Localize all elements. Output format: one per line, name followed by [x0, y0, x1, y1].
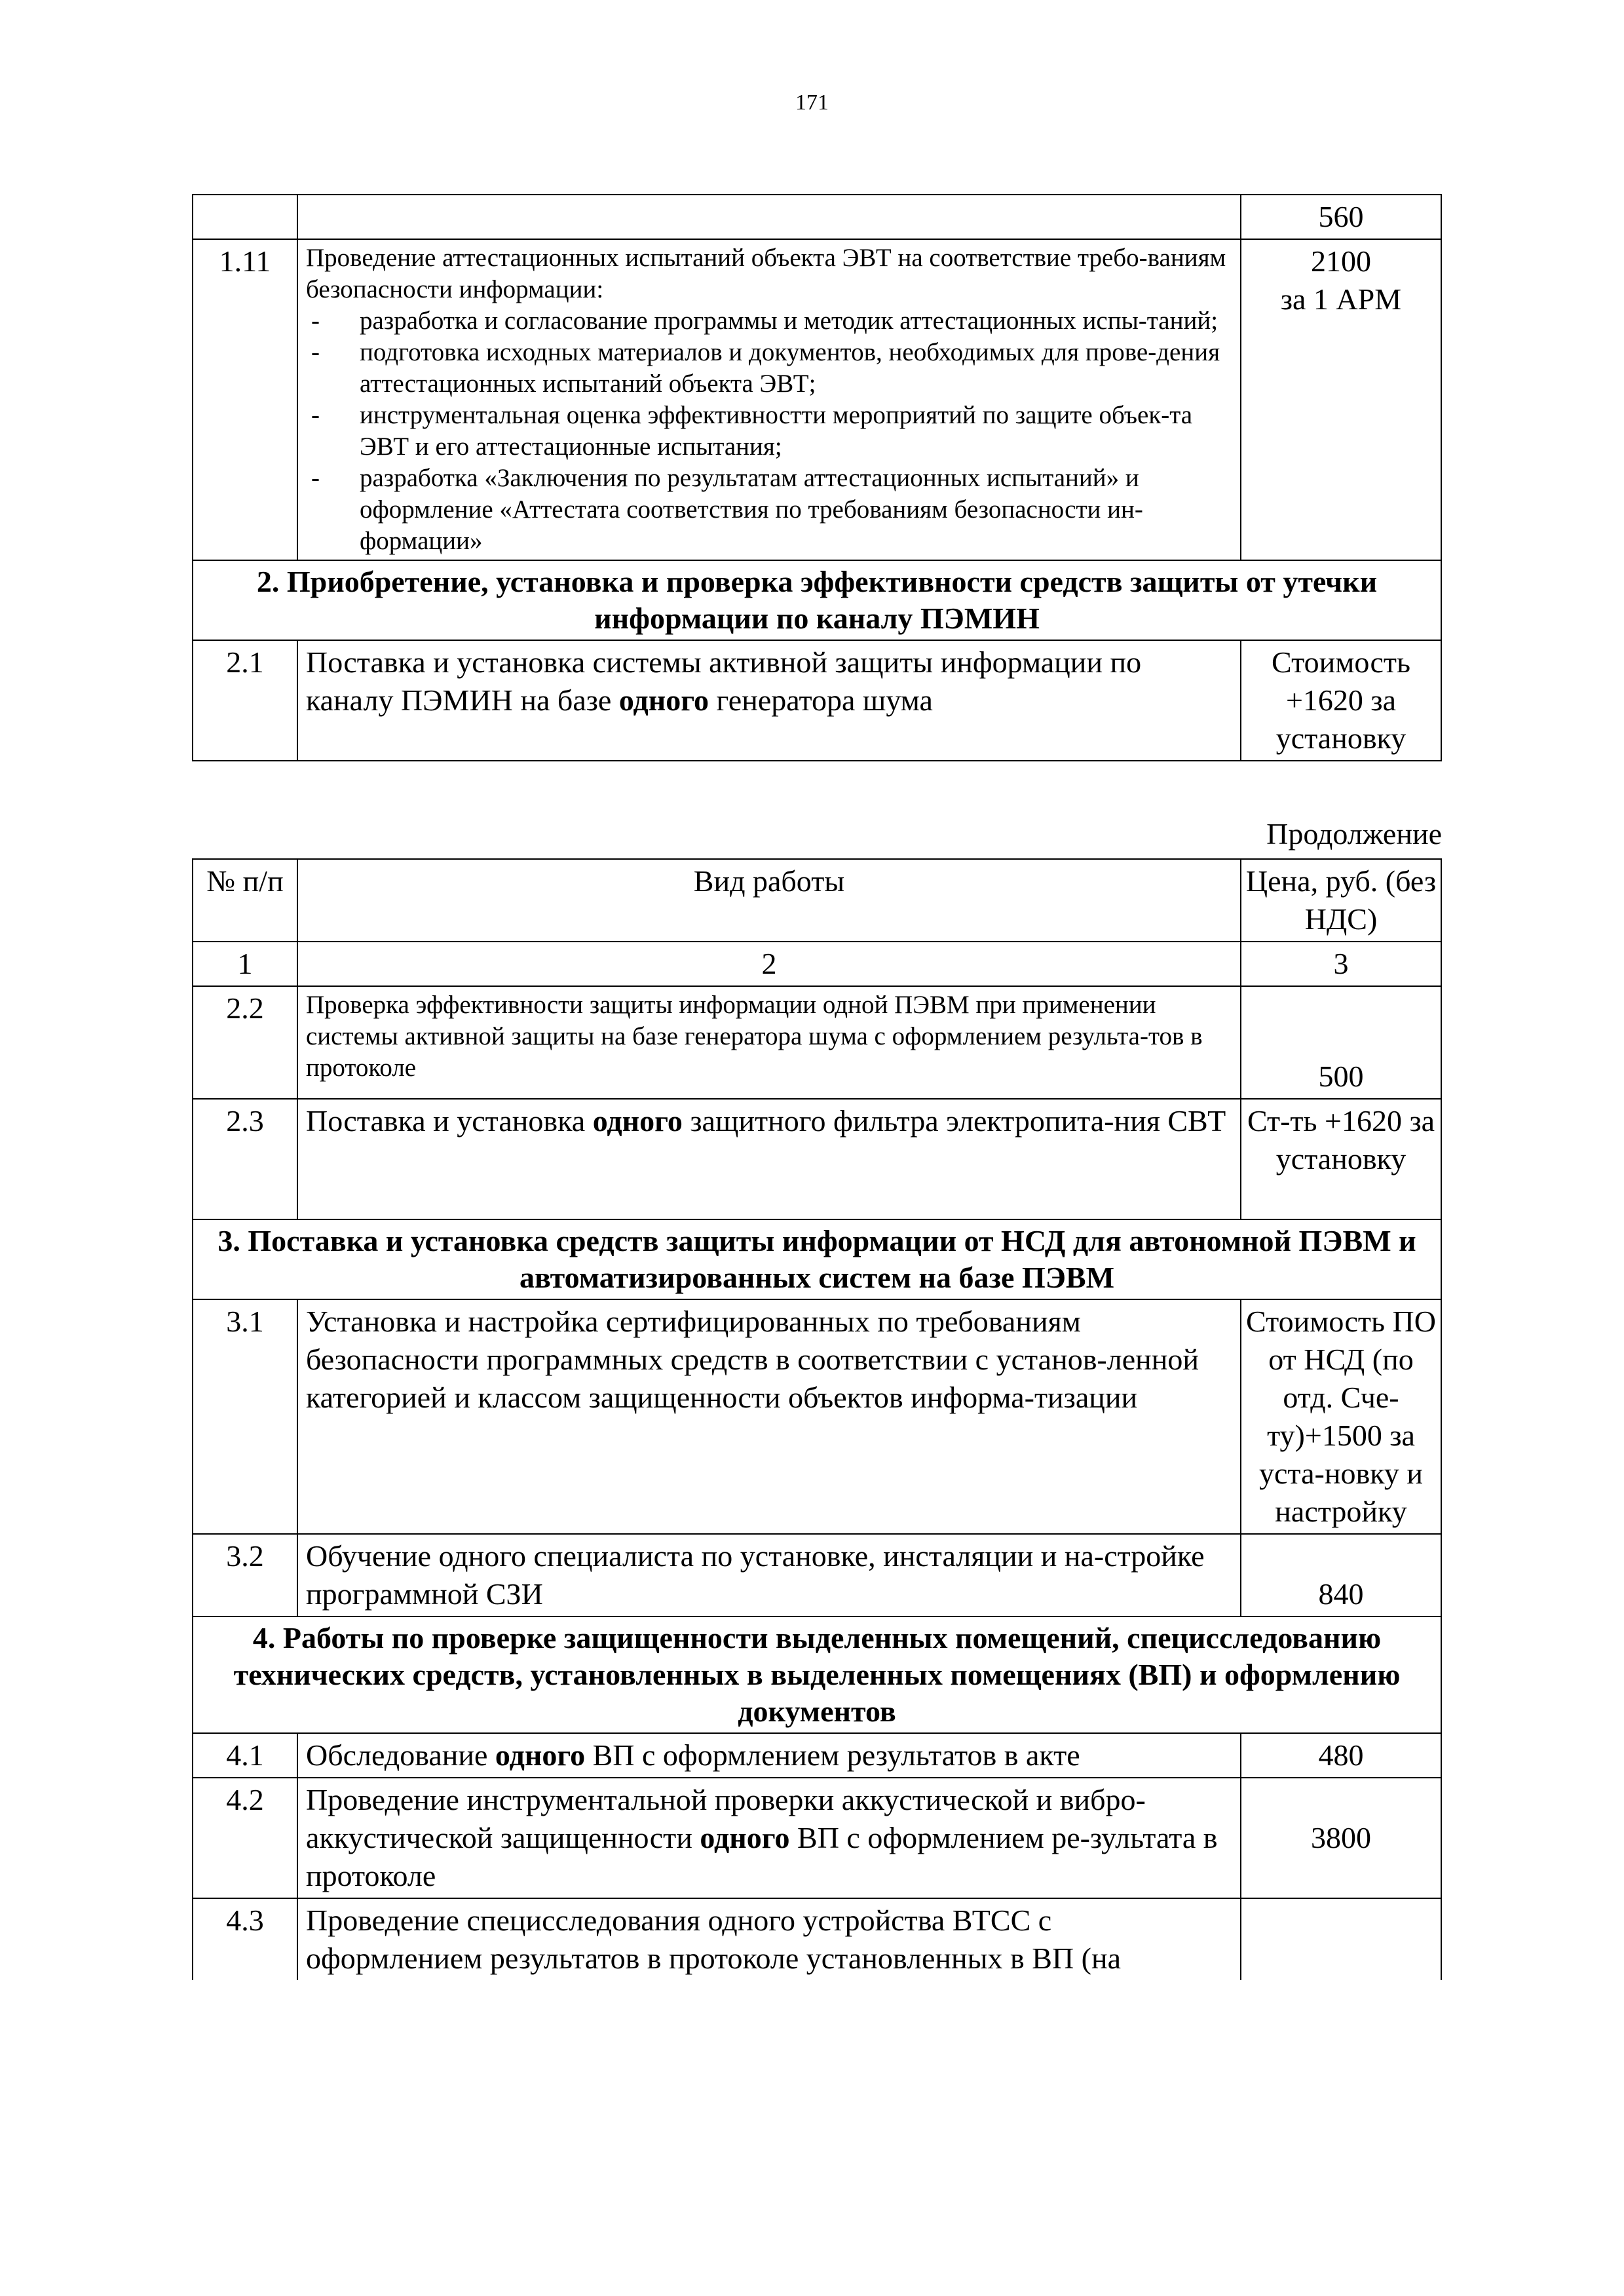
cell-work: Обучение одного специалиста по установке, инсталяции и на-стройке программной СЗИ: [297, 1534, 1241, 1617]
cell-num: 2.1: [193, 640, 297, 761]
cell-price: 480: [1241, 1733, 1441, 1778]
table-row: [193, 1898, 1441, 1980]
section-row: [193, 560, 1441, 640]
price-unit: за 1 АРМ: [1280, 282, 1402, 316]
price-value: 2100: [1311, 244, 1371, 278]
price-table-continued: [192, 858, 1442, 1980]
table-row: [193, 1778, 1441, 1898]
cell-work: Поставка и установка одного защитного фильтра электропита-ния СВТ: [297, 1099, 1241, 1219]
cell-work: Проведение специсследования одного устройства ВТСС с оформлением результатов в протоколе установленных в ВП (на: [297, 1898, 1241, 1980]
header-row: [193, 859, 1441, 942]
table-row: [193, 1534, 1441, 1617]
cell-num: 4.1: [193, 1733, 297, 1778]
header-num: № п/п: [193, 859, 297, 942]
cell-num: 3.2: [193, 1534, 297, 1617]
table-row: [193, 986, 1441, 1099]
section-row: [193, 1219, 1441, 1299]
section-heading: 2. Приобретение, установка и проверка эффективности средств защиты от утечки информации по каналу ПЭМИН: [193, 560, 1441, 640]
cell-work: Проверка эффективности защиты информации одной ПЭВМ при применении системы активной защиты на базе генератора шума с оформлением результа-тов в протоколе: [297, 986, 1241, 1099]
cell-price: Ст-ть +1620 за установку: [1241, 1099, 1441, 1219]
cell-price: 560: [1241, 195, 1441, 239]
col-number: 3: [1241, 942, 1441, 986]
continuation-label: Продолжение: [1266, 817, 1442, 851]
cell-price: [1241, 1898, 1441, 1980]
section-heading: 3. Поставка и установка средств защиты информации от НСД для автономной ПЭВМ и автоматизированных систем на базе ПЭВМ: [193, 1219, 1441, 1299]
column-number-row: [193, 942, 1441, 986]
page-number: 171: [795, 90, 829, 115]
cell-work: [297, 239, 1241, 560]
table-row: [193, 239, 1441, 560]
cell-num: 4.3: [193, 1898, 297, 1980]
header-price: Цена, руб. (без НДС): [1241, 859, 1441, 942]
cell-work: Проведение инструментальной проверки аккустической и вибро-аккустической защищенности одного ВП с оформлением ре-зультата в протоколе: [297, 1778, 1241, 1898]
row-intro-text: Проведение аттестационных испытаний объекта ЭВТ на соответствие требо-ваниям безопасности информации:: [306, 244, 1226, 303]
table-row: [193, 1099, 1441, 1219]
list-item: - разработка «Заключения по результатам аттестационных испытаний» и оформление «Аттестата соответствия по требованиям безопасности ин-формации»: [311, 464, 1143, 555]
cell-work: Обследование одного ВП с оформлением результатов в акте: [297, 1733, 1241, 1778]
cell-price: Стоимость +1620 за установку: [1241, 640, 1441, 761]
cell-price: 3800: [1241, 1778, 1441, 1898]
cell-price: 840: [1241, 1534, 1441, 1617]
cell-price: Стоимость ПО от НСД (по отд. Сче-ту)+1500 за уста-новку и настройку: [1241, 1299, 1441, 1534]
table-row: [193, 640, 1441, 761]
cell-num: 2.3: [193, 1099, 297, 1219]
cell-num: 1.11: [193, 239, 297, 560]
table-row: [193, 195, 1441, 239]
cell-num: 3.1: [193, 1299, 297, 1534]
table-row: [193, 1299, 1441, 1534]
cell-work: Установка и настройка сертифицированных по требованиям безопасности программных средств в соответствии с установ-ленной категорией и классом защищенности объектов информа-тизации: [297, 1299, 1241, 1534]
cell-num: 2.2: [193, 986, 297, 1099]
cell-price: [1241, 239, 1441, 560]
section-row: [193, 1617, 1441, 1733]
header-work: Вид работы: [297, 859, 1241, 942]
price-table-top: [192, 194, 1442, 761]
list-item: - инструментальная оценка эффективностти мероприятий по защите объек-та ЭВТ и его аттестационные испытания;: [311, 401, 1193, 461]
cell-num: [193, 195, 297, 239]
col-number: 2: [297, 942, 1241, 986]
cell-work: Поставка и установка системы активной защиты информации по каналу ПЭМИН на базе одного генератора шума: [297, 640, 1241, 761]
section-heading: 4. Работы по проверке защищенности выделенных помещений, специсследованию технических средств, установленных в выделенных помещениях (ВП) и оформлению документов: [193, 1617, 1441, 1733]
list-item: - разработка и согласование программы и методик аттестационных испы-таний;: [311, 307, 1218, 335]
cell-price: 500: [1241, 986, 1441, 1099]
cell-num: 4.2: [193, 1778, 297, 1898]
table-row: [193, 1733, 1441, 1778]
list-item: - подготовка исходных материалов и документов, необходимых для прове-дения аттестационных испытаний объекта ЭВТ;: [311, 338, 1220, 398]
cell-work: [297, 195, 1241, 239]
col-number: 1: [193, 942, 297, 986]
